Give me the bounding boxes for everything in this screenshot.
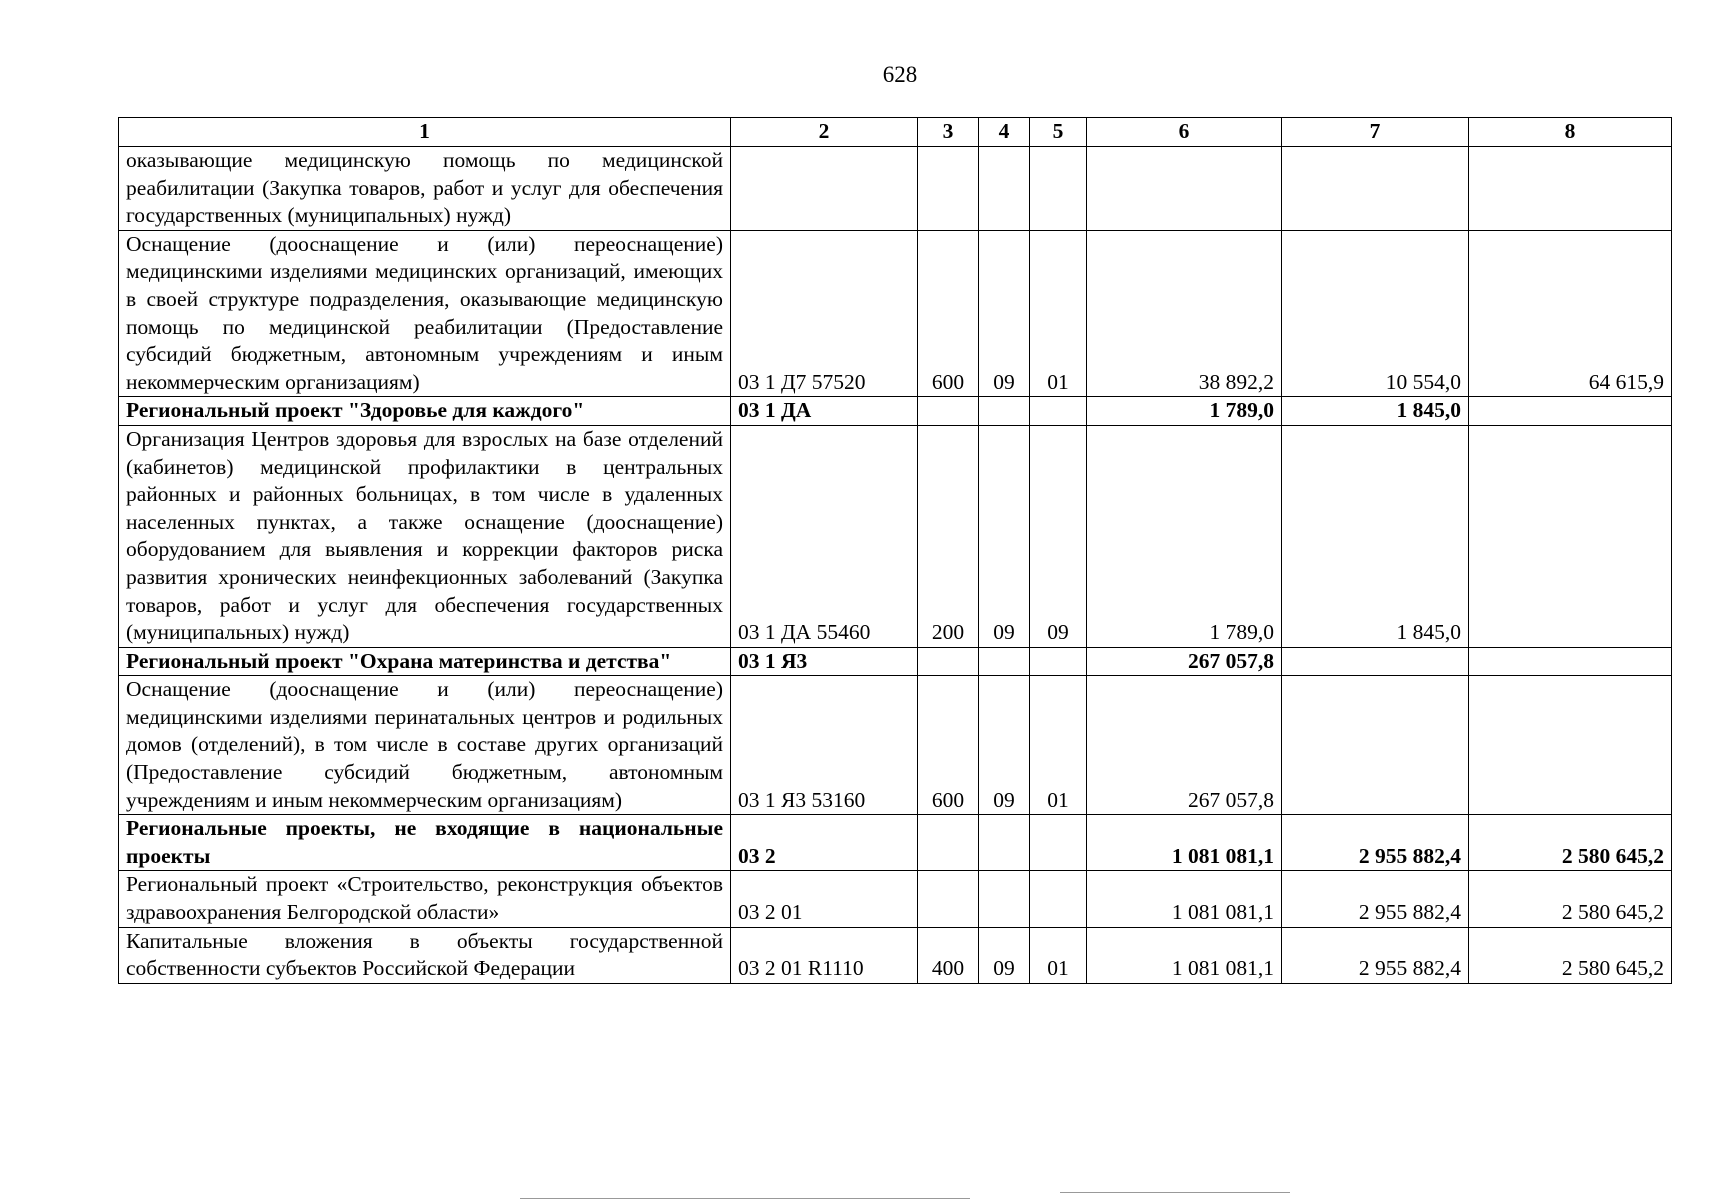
amount-cell-6: 1 789,0 [1087,425,1282,647]
code-cell [731,147,918,231]
type-cell [918,397,979,426]
amount-cell-6: 1 081 081,1 [1087,815,1282,871]
section-cell: 09 [979,230,1030,397]
budget-table [118,117,1672,984]
description-cell: Оснащение (дооснащение и (или) переоснащение) медицинскими изделиями перинатальных центров и родильных домов (отделений), в том числе в составе других организаций (Предоставление субсидий бюджетным, автономным учреждениям и иным некоммерческим организациям) [119,676,731,815]
amount-cell-6: 1 081 081,1 [1087,871,1282,927]
header-cell-1: 1 [119,118,731,147]
subsection-cell: 09 [1030,425,1087,647]
code-cell: 03 1 Я3 [731,647,918,676]
amount-cell-7 [1282,647,1469,676]
subsection-cell: 01 [1030,676,1087,815]
description-cell: Региональный проект "Охрана материнства и детства" [119,647,731,676]
subsection-cell [1030,147,1087,231]
scan-artifact-line [520,1198,970,1199]
amount-cell-8 [1469,647,1672,676]
header-cell-6: 6 [1087,118,1282,147]
type-cell [918,147,979,231]
table-row [119,676,1672,815]
table-row [119,425,1672,647]
subsection-cell [1030,647,1087,676]
table-row [119,647,1672,676]
type-cell: 600 [918,230,979,397]
header-cell-3: 3 [918,118,979,147]
subsection-cell [1030,871,1087,927]
amount-cell-7: 1 845,0 [1282,397,1469,426]
amount-cell-8: 2 580 645,2 [1469,815,1672,871]
code-cell: 03 1 Я3 53160 [731,676,918,815]
description-cell: Капитальные вложения в объекты государственной собственности субъектов Российской Федерации [119,927,731,983]
table-row [119,815,1672,871]
description-cell: Региональный проект «Строительство, реконструкция объектов здравоохранения Белгородской области» [119,871,731,927]
code-cell: 03 1 ДА [731,397,918,426]
section-cell: 09 [979,927,1030,983]
amount-cell-7: 1 845,0 [1282,425,1469,647]
header-cell-7: 7 [1282,118,1469,147]
description-cell: Организация Центров здоровья для взрослых на базе отделений (кабинетов) медицинской профилактики в центральных районных и районных больницах, в том числе в удаленных населенных пунктах, а также оснащение (дооснащение) оборудованием для выявления и коррекции факторов риска развития хронических неинфекционных заболеваний (Закупка товаров, работ и услуг для обеспечения государственных (муниципальных) нужд) [119,425,731,647]
code-cell: 03 2 01 R1110 [731,927,918,983]
code-cell: 03 1 ДА 55460 [731,425,918,647]
type-cell: 400 [918,927,979,983]
header-cell-4: 4 [979,118,1030,147]
amount-cell-6 [1087,147,1282,231]
table-row [119,230,1672,397]
amount-cell-8: 64 615,9 [1469,230,1672,397]
code-cell: 03 1 Д7 57520 [731,230,918,397]
table-row [119,927,1672,983]
scan-artifact-line [1060,1192,1290,1193]
type-cell [918,871,979,927]
amount-cell-8: 2 580 645,2 [1469,871,1672,927]
table-row [119,147,1672,231]
table-row [119,397,1672,426]
amount-cell-7: 2 955 882,4 [1282,815,1469,871]
header-cell-8: 8 [1469,118,1672,147]
type-cell: 200 [918,425,979,647]
header-cell-2: 2 [731,118,918,147]
subsection-cell [1030,815,1087,871]
description-cell: Оснащение (дооснащение и (или) переоснащение) медицинскими изделиями медицинских организаций, имеющих в своей структуре подразделения, оказывающие медицинскую помощь по медицинской реабилитации (Предоставление субсидий бюджетным, автономным учреждениям и иным некоммерческим организациям) [119,230,731,397]
type-cell: 600 [918,676,979,815]
description-cell: Региональные проекты, не входящие в национальные проекты [119,815,731,871]
subsection-cell [1030,397,1087,426]
type-cell [918,647,979,676]
subsection-cell: 01 [1030,927,1087,983]
section-cell: 09 [979,425,1030,647]
amount-cell-7 [1282,147,1469,231]
section-cell [979,871,1030,927]
section-cell: 09 [979,676,1030,815]
amount-cell-8 [1469,676,1672,815]
amount-cell-6: 267 057,8 [1087,676,1282,815]
type-cell [918,815,979,871]
page-number: 628 [882,62,918,87]
description-cell: Региональный проект "Здоровье для каждого" [119,397,731,426]
section-cell [979,647,1030,676]
section-cell [979,397,1030,426]
table-row [119,871,1672,927]
amount-cell-7: 10 554,0 [1282,230,1469,397]
amount-cell-6: 1 789,0 [1087,397,1282,426]
amount-cell-6: 38 892,2 [1087,230,1282,397]
amount-cell-6: 1 081 081,1 [1087,927,1282,983]
section-cell [979,815,1030,871]
header-cell-5: 5 [1030,118,1087,147]
code-cell: 03 2 [731,815,918,871]
table-header-row [119,118,1672,147]
amount-cell-7 [1282,676,1469,815]
section-cell [979,147,1030,231]
description-cell: оказывающие медицинскую помощь по медицинской реабилитации (Закупка товаров, работ и услуг для обеспечения государственных (муниципальных) нужд) [119,147,731,231]
amount-cell-7: 2 955 882,4 [1282,871,1469,927]
amount-cell-8: 2 580 645,2 [1469,927,1672,983]
code-cell: 03 2 01 [731,871,918,927]
amount-cell-8 [1469,397,1672,426]
subsection-cell: 01 [1030,230,1087,397]
amount-cell-7: 2 955 882,4 [1282,927,1469,983]
amount-cell-8 [1469,147,1672,231]
amount-cell-8 [1469,425,1672,647]
amount-cell-6: 267 057,8 [1087,647,1282,676]
